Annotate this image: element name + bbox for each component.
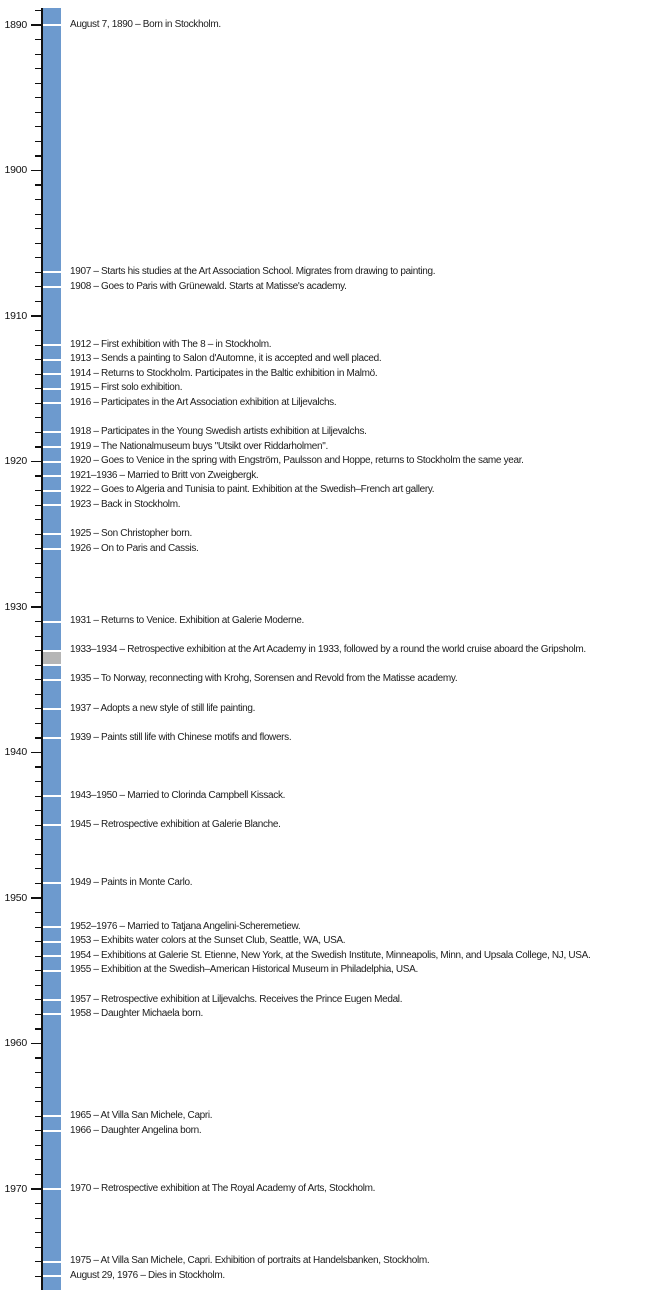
axis-minor-tick [35, 1072, 41, 1073]
axis-minor-tick [35, 1057, 41, 1058]
axis-minor-tick [35, 1130, 41, 1131]
axis-minor-tick [35, 257, 41, 258]
decade-label: 1940 [4, 746, 27, 758]
timeline-event: 1908 – Goes to Paris with Grünewald. Starts at Matisse's academy. [70, 280, 347, 292]
event-separator-line [43, 882, 61, 884]
axis-major-tick [31, 461, 41, 462]
event-separator-line [43, 664, 61, 666]
axis-minor-tick [35, 1218, 41, 1219]
axis-minor-tick [35, 141, 41, 142]
axis-minor-tick [35, 679, 41, 680]
axis-minor-tick [35, 330, 41, 331]
decade-label: 1950 [4, 891, 27, 904]
timeline-event: 1952–1976 – Married to Tatjana Angelini-Scheremetiew. [70, 920, 301, 932]
axis-minor-tick [35, 243, 41, 244]
event-separator-line [43, 926, 61, 928]
timeline-event: 1916 – Participates in the Art Association exhibition at Liljevalchs. [70, 397, 337, 408]
axis-minor-tick [35, 912, 41, 913]
timeline-event: 1935 – To Norway, reconnecting with Krohg, Sorensen and Revold from the Matisse academy. [70, 673, 458, 685]
axis-minor-tick [35, 708, 41, 709]
event-separator-line [43, 795, 61, 797]
timeline-event: 1958 – Daughter Michaela born. [70, 1008, 203, 1020]
timeline-event: 1931 – Returns to Venice. Exhibition at Galerie Moderne. [70, 615, 304, 627]
axis-minor-tick [35, 970, 41, 971]
axis-minor-tick [35, 68, 41, 69]
timeline-event: 1939 – Paints still life with Chinese motifs and flowers. [70, 731, 292, 743]
axis-minor-tick [35, 126, 41, 127]
axis-minor-tick [35, 432, 41, 433]
axis-minor-tick [35, 1247, 41, 1248]
timeline-event: 1907 – Starts his studies at the Art Association School. Migrates from drawing to painting. [70, 266, 436, 278]
axis-minor-tick [35, 184, 41, 185]
axis-major-tick [31, 315, 41, 316]
axis-minor-tick [35, 737, 41, 738]
timeline-event: 1970 – Retrospective exhibition at The Royal Academy of Arts, Stockholm. [70, 1182, 376, 1194]
timeline-event: 1920 – Goes to Venice in the spring with Engström, Paulsson and Hoppe, returns to Stockholm the same year. [70, 455, 524, 467]
axis-major-tick [31, 1043, 41, 1044]
axis-minor-tick [35, 1145, 41, 1146]
timeline-event: 1949 – Paints in Monte Carlo. [70, 877, 193, 889]
decade-label: 1960 [4, 1037, 27, 1049]
event-separator-line [43, 475, 61, 477]
event-separator-line [43, 824, 61, 826]
axis-minor-tick [35, 621, 41, 622]
event-separator-line [43, 402, 61, 404]
axis-minor-tick [35, 1203, 41, 1204]
axis-minor-tick [35, 272, 41, 273]
axis-minor-tick [35, 1087, 41, 1088]
event-separator-line [43, 955, 61, 957]
axis-minor-tick [35, 577, 41, 578]
axis-minor-tick [35, 534, 41, 535]
axis-minor-tick [35, 388, 41, 389]
event-separator-line [43, 999, 61, 1001]
decade-label: 1890 [4, 18, 27, 31]
timeline-event: 1922 – Goes to Algeria and Tunisia to paint. Exhibition at the Swedish–French art gallery. [70, 484, 435, 496]
decade-label: 1970 [4, 1182, 27, 1195]
axis-minor-tick [35, 796, 41, 797]
axis-minor-tick [35, 475, 41, 476]
axis-minor-tick [35, 563, 41, 564]
axis-minor-tick [35, 286, 41, 287]
axis-minor-tick [35, 374, 41, 375]
axis-minor-tick [35, 155, 41, 156]
axis-minor-tick [35, 214, 41, 215]
timeline-event: 1925 – Son Christopher born. [70, 527, 192, 539]
timeline-event: 1966 – Daughter Angelina born. [70, 1124, 202, 1136]
axis-minor-tick [35, 665, 41, 666]
axis-minor-tick [35, 694, 41, 695]
event-separator-line [43, 941, 61, 943]
axis-minor-tick [35, 766, 41, 767]
axis-minor-tick [35, 54, 41, 55]
event-separator-line [43, 737, 61, 739]
axis-minor-tick [35, 810, 41, 811]
event-separator-line [43, 431, 61, 433]
timeline-event: 1923 – Back in Stockholm. [70, 498, 181, 510]
axis-minor-tick [35, 1116, 41, 1117]
event-separator-line [43, 388, 61, 390]
event-separator-line [43, 650, 61, 652]
axis-minor-tick [35, 941, 41, 942]
axis-major-tick [31, 752, 41, 753]
timeline-event: 1955 – Exhibition at the Swedish–American Historical Museum in Philadelphia, USA. [70, 964, 418, 976]
decade-label: 1930 [4, 600, 27, 613]
event-separator-line [43, 490, 61, 492]
event-separator-line [43, 359, 61, 361]
timeline-event: 1965 – At Villa San Michele, Capri. [70, 1109, 213, 1121]
axis-minor-tick [35, 1276, 41, 1277]
timeline-event: August 29, 1976 – Dies in Stockholm. [70, 1270, 225, 1281]
event-separator-line [43, 446, 61, 448]
axis-minor-tick [35, 825, 41, 826]
event-separator-line [43, 344, 61, 346]
axis-minor-tick [35, 956, 41, 957]
event-separator-line [43, 1275, 61, 1277]
axis-minor-tick [35, 723, 41, 724]
timeline-event: 1918 – Participates in the Young Swedish artists exhibition at Liljevalchs. [70, 426, 367, 438]
event-separator-line [43, 1013, 61, 1015]
event-separator-line [43, 679, 61, 681]
timeline-event: 1937 – Adopts a new style of still life painting. [70, 702, 256, 714]
axis-minor-tick [35, 650, 41, 651]
timeline-event: 1915 – First solo exhibition. [70, 382, 183, 394]
timeline-event: 1913 – Sends a painting to Salon d'Automne, it is accepted and well placed. [70, 353, 382, 365]
axis-minor-tick [35, 301, 41, 302]
axis-minor-tick [35, 359, 41, 360]
timeline-event: 1975 – At Villa San Michele, Capri. Exhibition of portraits at Handelsbanken, Stockholm. [70, 1255, 430, 1267]
axis-minor-tick [35, 199, 41, 200]
event-separator-line [43, 970, 61, 972]
axis-minor-tick [35, 446, 41, 447]
axis-major-tick [31, 897, 41, 898]
axis-minor-tick [35, 868, 41, 869]
axis-minor-tick [35, 505, 41, 506]
axis-minor-tick [35, 1028, 41, 1029]
timeline-event: 1914 – Returns to Stockholm. Participates in the Baltic exhibition in Malmö. [70, 367, 378, 379]
event-separator-line [43, 1130, 61, 1132]
event-separator-line [43, 286, 61, 288]
axis-minor-tick [35, 490, 41, 491]
event-separator-line [43, 271, 61, 273]
axis-major-tick [31, 170, 41, 171]
axis-minor-tick [35, 999, 41, 1000]
axis-minor-tick [35, 839, 41, 840]
timeline-event: 1921–1936 – Married to Britt von Zweigbergk. [70, 469, 259, 481]
axis-minor-tick [35, 112, 41, 113]
decade-label: 1900 [4, 164, 27, 176]
axis-minor-tick [35, 883, 41, 884]
axis-minor-tick [35, 83, 41, 84]
axis-minor-tick [35, 97, 41, 98]
timeline-event: 1926 – On to Paris and Cassis. [70, 542, 199, 554]
axis-minor-tick [35, 1159, 41, 1160]
event-separator-line [43, 708, 61, 710]
axis-minor-tick [35, 403, 41, 404]
axis-minor-tick [35, 1014, 41, 1015]
timeline-event: 1957 – Retrospective exhibition at Liljevalchs. Receives the Prince Eugen Medal. [70, 993, 403, 1005]
axis-minor-tick [35, 854, 41, 855]
axis-minor-tick [35, 1261, 41, 1262]
timeline-event: 1933–1934 – Retrospective exhibition at the Art Academy in 1933, followed by a round the world cruise aboard the Gripsholm. [70, 644, 586, 656]
decade-label: 1910 [4, 309, 27, 322]
timeline-event: 1953 – Exhibits water colors at the Sunset Club, Seattle, WA, USA. [70, 935, 346, 947]
event-separator-line [43, 533, 61, 535]
timeline-event: August 7, 1890 – Born in Stockholm. [70, 18, 221, 30]
timeline-event: 1943–1950 – Married to Clorinda Campbell Kissack. [70, 789, 286, 801]
axis-minor-tick [35, 781, 41, 782]
event-separator-line [43, 24, 61, 26]
axis-minor-tick [35, 636, 41, 637]
event-separator-line [43, 504, 61, 506]
axis-minor-tick [35, 1101, 41, 1102]
axis-major-tick [31, 1188, 41, 1189]
axis-major-tick [31, 606, 41, 607]
axis-minor-tick [35, 1174, 41, 1175]
timeline-event: 1912 – First exhibition with The 8 – in Stockholm. [70, 338, 272, 350]
axis-minor-tick [35, 548, 41, 549]
axis-minor-tick [35, 927, 41, 928]
event-separator-line [43, 621, 61, 623]
axis-minor-tick [35, 417, 41, 418]
axis-minor-tick [35, 1232, 41, 1233]
axis-minor-tick [35, 10, 41, 11]
timeline-event: 1945 – Retrospective exhibition at Galerie Blanche. [70, 818, 281, 830]
axis-major-tick [31, 24, 41, 25]
axis-minor-tick [35, 228, 41, 229]
event-separator-line [43, 461, 61, 463]
axis-minor-tick [35, 519, 41, 520]
range-highlight-1933-1934 [43, 652, 61, 665]
axis-minor-tick [35, 39, 41, 40]
axis-minor-tick [35, 985, 41, 986]
timeline-event: 1954 – Exhibitions at Galerie St. Etienne, New York, at the Swedish Institute, Minneapolis, Minn, and Upsala College, NJ, USA. [70, 949, 591, 961]
event-separator-line [43, 1115, 61, 1117]
event-separator-line [43, 1261, 61, 1263]
axis-minor-tick [35, 345, 41, 346]
event-separator-line [43, 373, 61, 375]
event-separator-line [43, 1188, 61, 1190]
event-separator-line [43, 548, 61, 550]
decade-label: 1920 [4, 455, 27, 467]
axis-minor-tick [35, 592, 41, 593]
timeline-event: 1919 – The Nationalmuseum buys "Utsikt over Riddarholmen". [70, 440, 328, 452]
